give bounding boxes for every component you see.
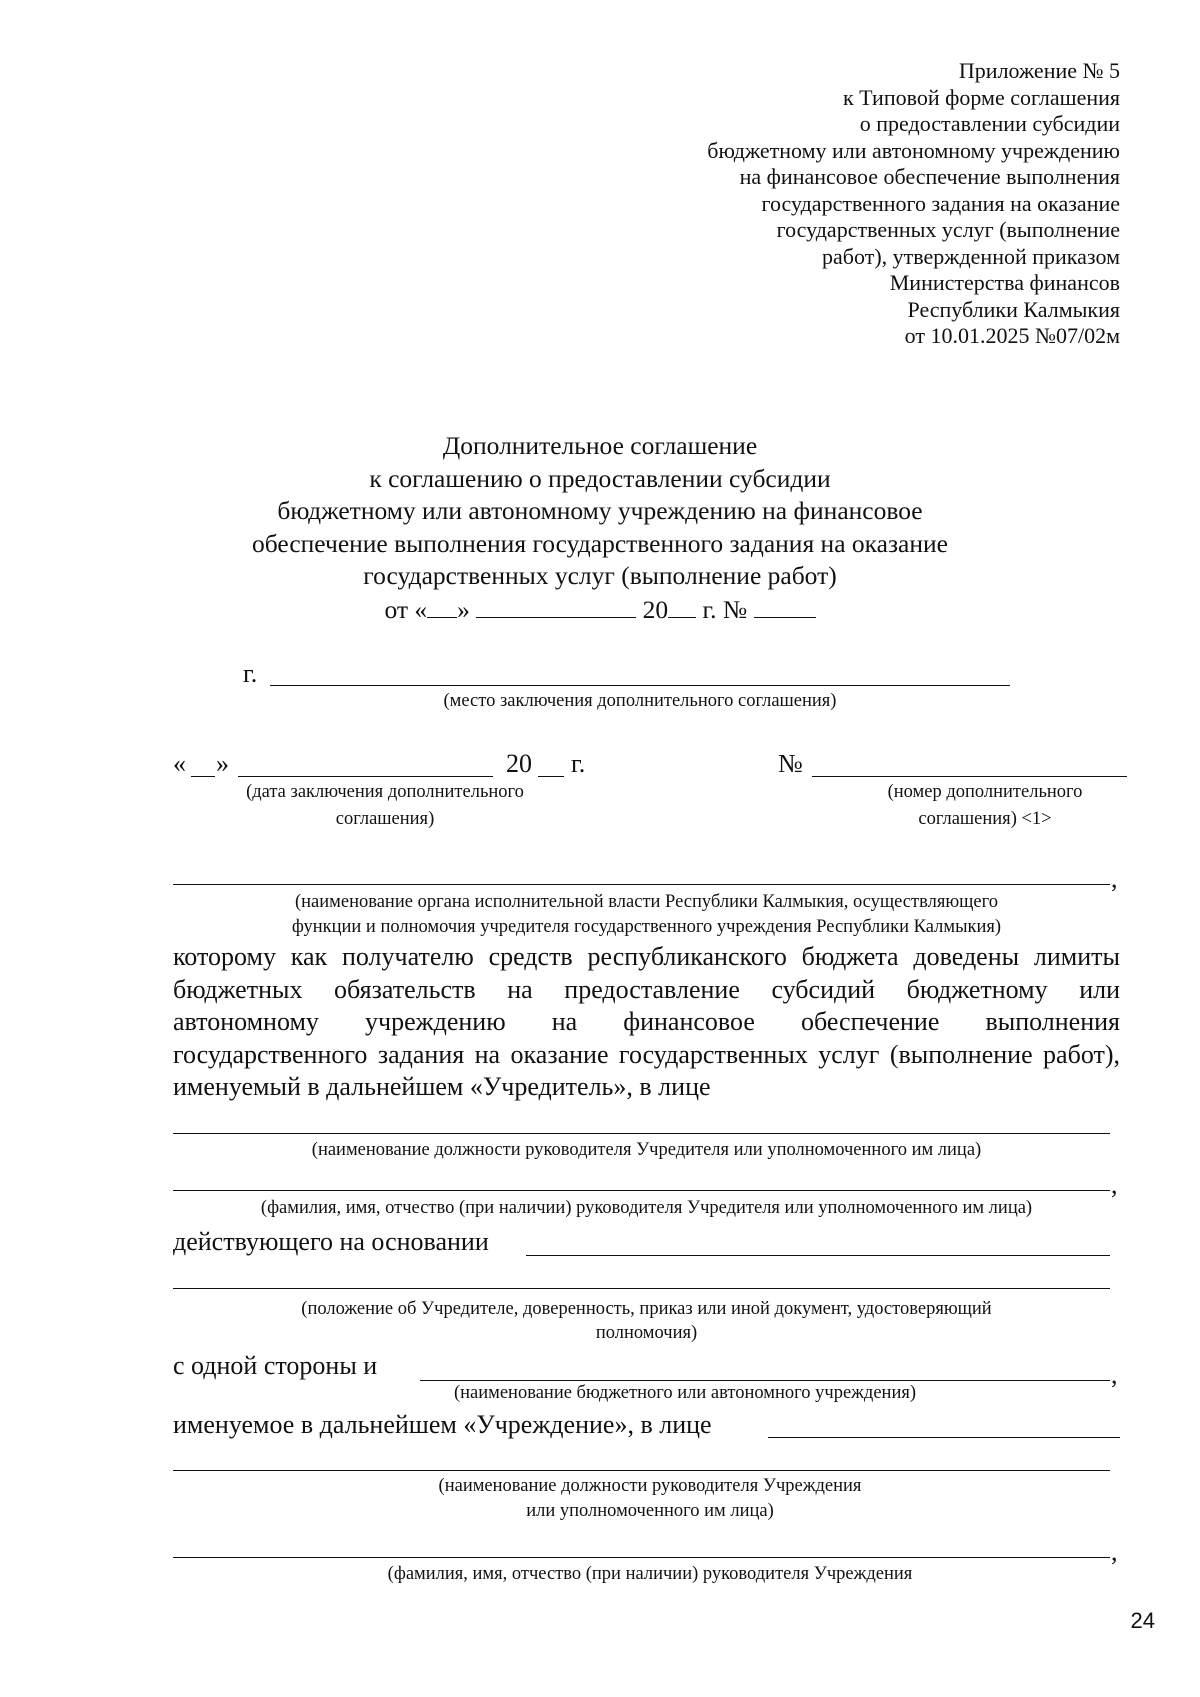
title-line: обеспечение выполнения государственного задания на оказание [252, 528, 948, 558]
appendix-line: государственных услуг (выполнение [776, 217, 1120, 242]
founder-caption: (наименование органа исполнительной власти Республики Калмыкия, осуществляющего [294, 892, 998, 912]
acting-basis-line[interactable] [526, 1255, 1110, 1256]
institution-fio-caption: (фамилия, имя, отчество (при наличии) руководителя Учреждения [387, 1564, 913, 1584]
title-line: бюджетному или автономному учреждению на финансовое [277, 496, 923, 525]
founder-position-caption: (наименование должности руководителя Учредителя или уполномоченного им лица) [311, 1140, 982, 1160]
founder-paragraph: которому как получателю средств республиканского бюджета доведены лимиты бюджетных обязательств на предоставление субсидий бюджетному или автономному учреждению на финансовое обеспечение выполнения государственного задания на оказание государственных услуг (выполнение работ), именуемый в дальнейшем «Учредитель», в лице [173, 942, 1120, 1101]
appendix-line: к Типовой форме соглашения [842, 84, 1120, 110]
date-caption: (дата заключения дополнительного [246, 782, 524, 802]
number-caption: соглашения) <1> [918, 809, 1052, 829]
basis-caption: (положение об Учредителе, доверенность, приказ или иной документ, удостоверяющий [301, 1299, 992, 1319]
founder-position-line[interactable] [173, 1133, 1110, 1134]
date-close: » [457, 594, 470, 624]
institution-fio-line[interactable] [173, 1557, 1110, 1558]
appendix-line: государственного задания на оказание [761, 190, 1120, 216]
page-number: 24 [1130, 1608, 1155, 1633]
day-blank[interactable] [427, 593, 457, 618]
place-caption: (место заключения дополнительного соглашения) [443, 691, 837, 711]
year-prefix: 20 [642, 594, 669, 624]
institution-fio-comma: , [1111, 1537, 1118, 1566]
date-year-suffix: г. [571, 749, 586, 778]
year-suffix: г. № [702, 594, 748, 624]
founder-caption: функции и полномочия учредителя государственного учреждения Республики Калмыкия) [291, 917, 1002, 937]
appendix-line: на финансовое обеспечение выполнения [739, 164, 1120, 189]
appendix-line: бюджетному или автономному учреждению [707, 137, 1120, 163]
document-title [150, 430, 1050, 626]
date-year-prefix: 20 [506, 749, 532, 778]
institution-name-caption: (наименование бюджетного или автономного учреждения) [453, 1383, 917, 1403]
institution-name-line[interactable] [420, 1380, 1110, 1381]
appendix-line: о предоставлении субсидии [859, 111, 1120, 136]
institution-position-line[interactable] [768, 1437, 1120, 1438]
institution-position-line-2[interactable] [173, 1470, 1110, 1471]
basis-caption: полномочия) [595, 1323, 698, 1343]
institution-position-caption: или уполномоченного им лица) [526, 1501, 774, 1521]
date-close-quote: » [216, 749, 229, 778]
title-date-line [150, 593, 1050, 627]
appendix-line: Республики Калмыкия [907, 296, 1120, 322]
founder-fio-line[interactable] [173, 1190, 1110, 1191]
year-blank[interactable] [668, 593, 696, 618]
founder-name-line[interactable] [173, 884, 1110, 885]
appendix-line: работ), утвержденной приказом [822, 243, 1120, 269]
year-line[interactable] [538, 776, 564, 777]
acting-label: действующего на основании [173, 1227, 489, 1256]
appendix-header [600, 58, 1120, 350]
founder-fio-comma: , [1111, 1170, 1118, 1199]
institution-position-caption: (наименование должности руководителя Учреждения [438, 1476, 862, 1496]
title-line: Дополнительное соглашение [442, 431, 758, 460]
place-prefix: г. [243, 659, 258, 688]
title-line: государственных услуг (выполнение работ) [363, 561, 837, 590]
appendix-line: от 10.01.2025 №07/02м [904, 323, 1120, 348]
place-line[interactable] [270, 685, 1010, 686]
number-sign: № [778, 749, 803, 778]
founder-name-comma: , [1111, 864, 1118, 893]
institution-name-comma: , [1111, 1360, 1118, 1389]
appendix-line: Приложение № 5 [958, 58, 1120, 83]
appendix-line: Министерства финансов [889, 270, 1120, 295]
founder-fio-caption: (фамилия, имя, отчество (при наличии) руководителя Учредителя или уполномоченного им лица) [260, 1198, 1033, 1218]
title-line: к соглашению о предоставлении субсидии [369, 463, 831, 493]
date-caption: соглашения) [335, 809, 435, 829]
day-line[interactable] [191, 776, 215, 777]
agreement-number-line[interactable] [812, 776, 1127, 777]
month-line[interactable] [238, 776, 493, 777]
number-blank[interactable] [754, 593, 816, 618]
date-prefix: от « [384, 594, 428, 624]
month-blank[interactable] [476, 593, 636, 618]
one-side-label: с одной стороны и [173, 1351, 378, 1380]
date-open-quote: « [173, 749, 186, 778]
named-label: именуемое в дальнейшем «Учреждение», в лице [173, 1410, 712, 1439]
number-caption: (номер дополнительного [887, 782, 1083, 802]
acting-basis-line-2[interactable] [173, 1288, 1110, 1289]
